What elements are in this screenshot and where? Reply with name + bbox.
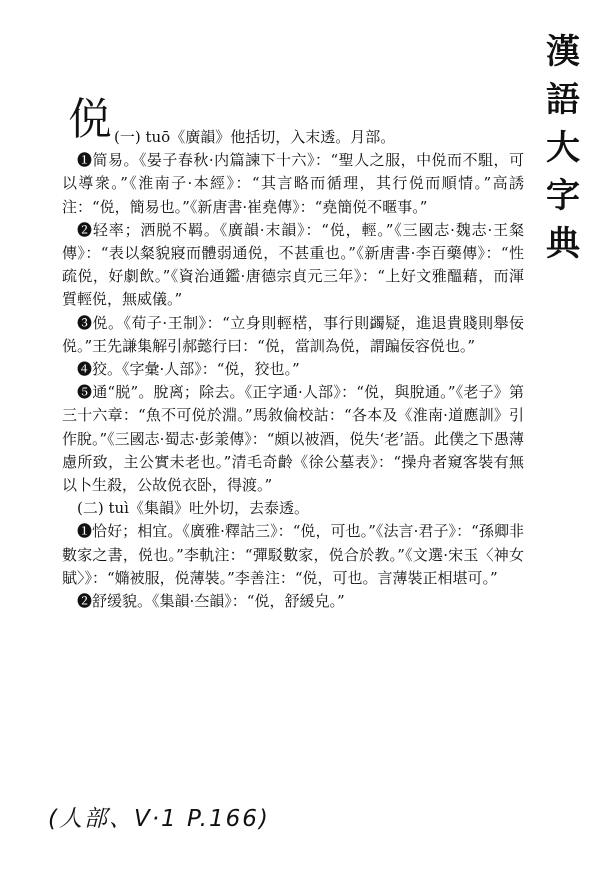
title-char: 大 — [546, 128, 580, 168]
sense-1-2: ❷轻率；洒脱不羁。《廣韻·末韻》：“侻，輕。”《三國志·魏志·王粲傳》：“表以粲貌寢而體弱通侻，不甚重也。”《新唐書·李百藥傳》：“性疏侻，好劇飲。”《資治通鑑·唐德宗貞元三年》：“上好文雅醞藉，而渾質輕侻，無威儀。” — [62, 220, 524, 309]
pronunciation-1: (一) tuō《廣韻》他括切，入末透。月部。 — [114, 128, 396, 146]
sense-1-4: ❹狡。《字彙·人部》：“侻，狡也。” — [77, 360, 300, 379]
title-char: 漢 — [546, 32, 580, 72]
sense-2-2: ❷舒缓貌。《集韻·夳韻》：“侻，舒緩皃。” — [77, 592, 345, 611]
title-char: 語 — [546, 80, 580, 120]
sense-1-5: ❺通“脱”。脫离；除去。《正字通·人部》：“侻，與脫通。”《老子》第三十六章：“魚不可侻於淵。”馬敘倫校詁：“各本及《淮南·道應訓》引作脫。”《三國志·蜀志·彭羕傳》：“頗以被酒，侻失‘老’語。此僕之下愚薄慮所致，主公實未老也。”清毛奇齡《徐公墓表》：“操舟者窺客裝有無以卜生殺，公故侻衣卧，得渡。” — [62, 383, 524, 495]
handwritten-reference: (人部、V·1 P.166) — [48, 806, 270, 832]
title-char: 典 — [546, 224, 580, 264]
sense-2-1: ❶恰好；相宜。《廣雅·釋詁三》：“侻，可也。”《法言·君子》：“孫卿非數家之書，侻也。”李軌注：“彈駁數家，侻合於教。”《文選·宋玉〈神女賦〉》：“嫷被服，侻薄裝。”李善注：“侻，可也。言薄裝正相堪可。” — [62, 522, 524, 587]
headword: 侻 — [68, 94, 112, 145]
sense-1-3: ❸侻。《荀子·王制》：“立身則輕楛，事行則蠲疑，進退貴賤則舉佞侻。”王先謙集解引郝懿行曰：“侻，當訓為侻，謂蹁佞容侻也。” — [62, 313, 524, 355]
title-char: 字 — [546, 176, 580, 216]
dictionary-title — [538, 28, 588, 268]
sense-1-1: ❶简易。《晏子春秋·内篇諫下十六》：“聖人之服，中侻而不駔，可以導衆。”《淮南子·本經》：“其言略而循理，其行侻而順情。”高誘注：“侻，簡易也。”《新唐書·崔堯傳》：“堯簡侻不暱事。” — [62, 151, 524, 216]
pronunciation-2: (二) tuì《集韻》吐外切，去泰透。 — [77, 499, 309, 518]
dictionary-entry — [62, 126, 524, 613]
